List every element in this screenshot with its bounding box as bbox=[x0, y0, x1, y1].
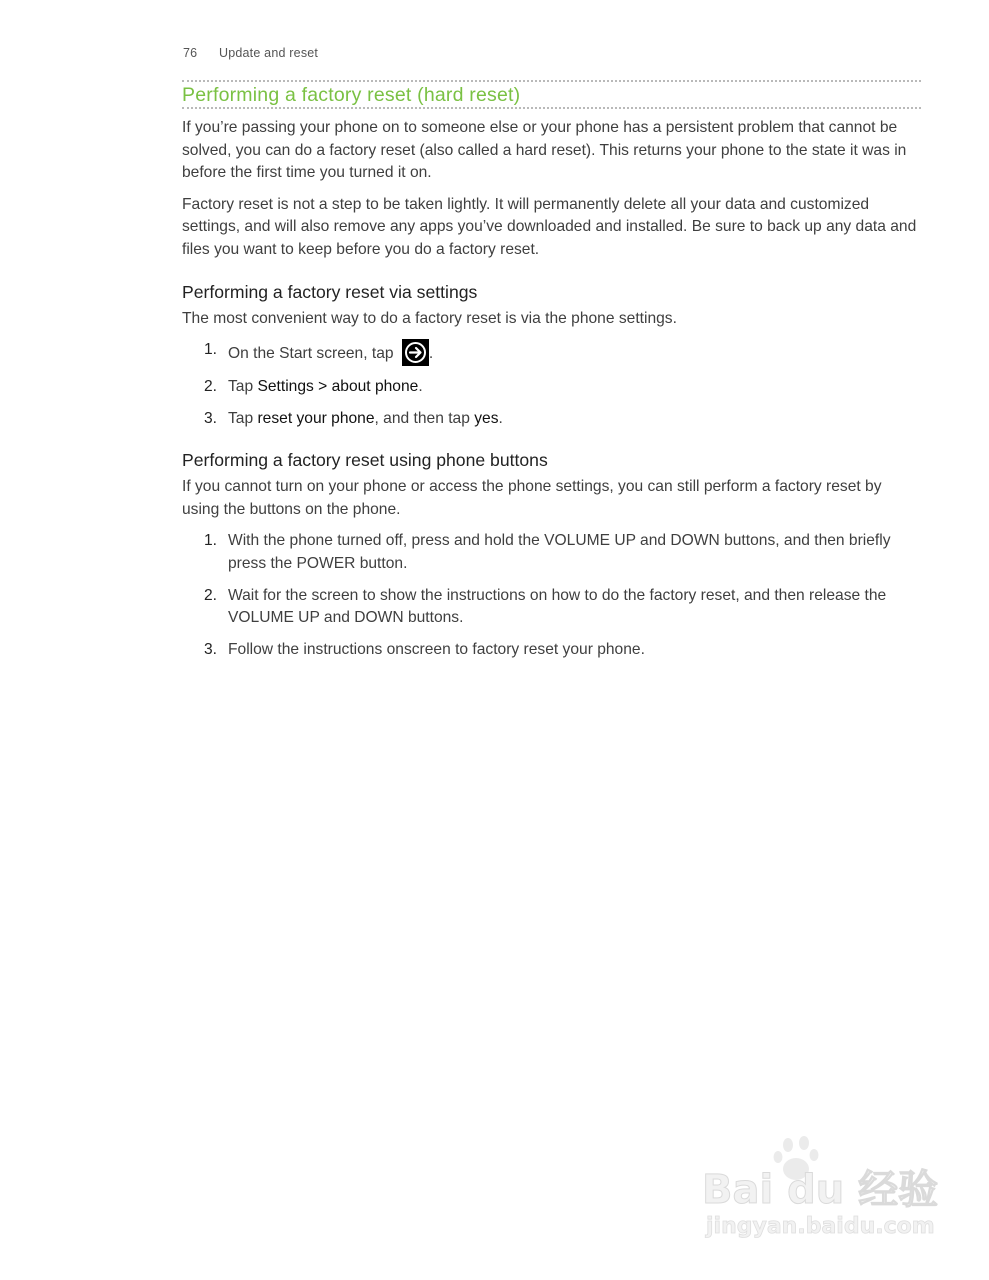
list-item bbox=[182, 376, 922, 399]
ui-label: reset your phone bbox=[257, 409, 375, 427]
list-item bbox=[182, 639, 922, 662]
step-text: With the phone turned off, press and hold the VOLUME UP and DOWN buttons, and then briefly press the POWER button. bbox=[228, 532, 891, 572]
ui-label: yes bbox=[474, 409, 499, 427]
step-text-end: . bbox=[418, 377, 423, 395]
section1-steps bbox=[182, 339, 922, 430]
step-number: 2. bbox=[204, 377, 218, 395]
list-item bbox=[182, 408, 922, 431]
section2-intro: If you cannot turn on your phone or access the phone settings, you can still perform a factory reset by using the buttons on the phone. bbox=[182, 478, 882, 518]
page-number: 76 bbox=[183, 46, 198, 60]
section1-intro: The most convenient way to do a factory reset is via the phone settings. bbox=[182, 309, 677, 327]
step-text: Wait for the screen to show the instructions on how to do the factory reset, and then release the VOLUME UP and DOWN buttons. bbox=[228, 586, 887, 627]
intro-paragraph-2: Factory reset is not a step to be taken lightly. It will permanently delete all your data and customized settings, and will also remove any apps you’ve downloaded and installed. Be sure to back up any data and files you want to keep before you do a factory reset. bbox=[182, 195, 917, 258]
section1-heading: Performing a factory reset via settings bbox=[182, 281, 478, 302]
page-header bbox=[183, 46, 318, 60]
main-content bbox=[182, 117, 922, 671]
step-text-end: . bbox=[498, 409, 503, 427]
list-item bbox=[182, 585, 922, 630]
watermark-brand: Bai du 经验 bbox=[702, 1167, 939, 1213]
step-text: Tap bbox=[228, 377, 258, 395]
step-end: . bbox=[428, 345, 434, 363]
step-text: On the Start screen, tap bbox=[228, 345, 394, 363]
page-title: Performing a factory reset (hard reset) bbox=[182, 84, 521, 106]
ui-label: Settings > about phone bbox=[257, 377, 419, 395]
step-number: 2. bbox=[204, 586, 218, 604]
step-number: 1. bbox=[204, 532, 218, 550]
step-text: Tap bbox=[228, 409, 258, 427]
step-number: 3. bbox=[204, 409, 218, 427]
list-item bbox=[182, 339, 922, 366]
list-item bbox=[182, 530, 922, 575]
watermark-url: jingyan.baidu.com bbox=[706, 1214, 935, 1239]
baidu-watermark bbox=[700, 1135, 940, 1245]
step-number: 3. bbox=[204, 641, 218, 659]
section-name: Update and reset bbox=[219, 46, 319, 60]
title-rule-top bbox=[182, 80, 921, 82]
intro-paragraph-1: If you’re passing your phone on to someone else or your phone has a persistent problem that cannot be solved, you can do a factory reset (also called a hard reset). This returns your phone to the state it was in before the first time you turned it on. bbox=[182, 119, 907, 182]
step-number: 1. bbox=[204, 341, 218, 359]
title-rule-bottom bbox=[182, 107, 921, 109]
step-text-mid: , and then tap bbox=[374, 409, 475, 427]
section2-steps bbox=[182, 530, 922, 662]
section2-heading: Performing a factory reset using phone buttons bbox=[182, 450, 548, 471]
step-text: Follow the instructions onscreen to factory reset your phone. bbox=[228, 641, 645, 659]
arrow-right-circle-icon bbox=[402, 339, 429, 366]
